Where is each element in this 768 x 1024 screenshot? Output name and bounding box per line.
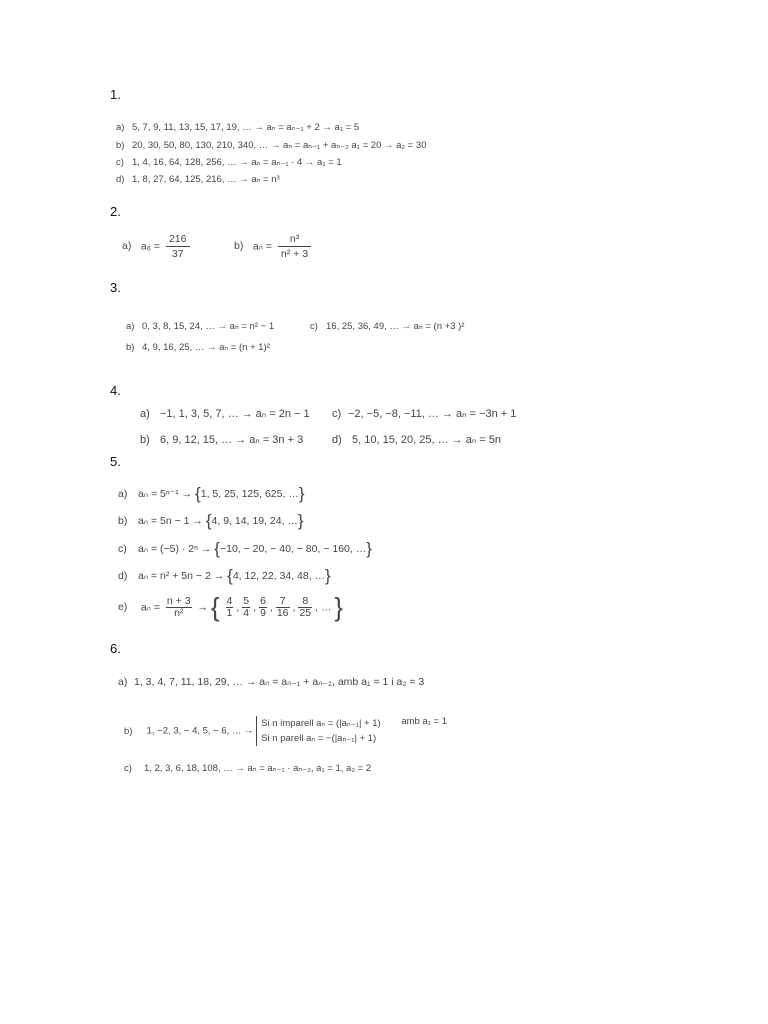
section-3-number: 3. — [110, 280, 121, 295]
case-even: Si n parell aₙ = −(|aₙ₋₁| + 1) — [261, 733, 377, 744]
item-formula: aₙ = 5n − 1 → — [138, 514, 203, 527]
item-5e: e) aₙ = $\frac{n + 3}{\text{n²}}$ → { $\frac{4}{1}$ , $\frac{5}{4}$ , $\frac{6}{9}$ , $\frac{7}{16}$ , $\frac{8}{25}$ , … } — [118, 592, 344, 622]
item-4a — [140, 407, 310, 420]
item-2a — [122, 232, 193, 261]
section-2-number: 2. — [110, 204, 121, 219]
item-label: c) — [310, 321, 318, 332]
item-label: a) — [126, 321, 135, 332]
item-4b — [140, 433, 303, 446]
item-text: 6, 9, 12, 15, … → aₙ = 3n + 3 — [160, 434, 304, 446]
fraction — [242, 596, 250, 619]
item-text: 0, 3, 8, 15, 24, … → aₙ = n² − 1 — [142, 321, 275, 332]
case-odd: Si n imparell aₙ = (|aₙ₋₁| + 1) — [261, 718, 381, 729]
fraction-numerator: 5 — [243, 595, 250, 607]
fraction — [276, 596, 290, 619]
item-label: e) — [118, 601, 128, 614]
item-formula: aₙ = (−5) · 2ⁿ → — [138, 542, 212, 555]
fraction-numerator: 7 — [276, 596, 290, 608]
fraction-denominator: n² + 3 — [280, 248, 309, 260]
fraction — [259, 596, 267, 619]
open-brace: { — [205, 511, 212, 530]
item-label: d) — [332, 434, 342, 446]
item-4c — [332, 407, 516, 420]
item-text: 1, 8, 27, 64, 125, 216, … → aₙ = n³ — [132, 174, 280, 185]
fraction — [166, 232, 190, 261]
item-label: b) — [126, 342, 135, 353]
item-set: 4, 9, 14, 19, 24, … — [211, 514, 298, 527]
section-6-number: 6. — [110, 641, 121, 656]
item-label: c) — [116, 157, 124, 168]
item-5d — [118, 566, 331, 586]
item-text: 20, 30, 50, 80, 130, 210, 340, … → aₙ = aₙ₋₁ + aₙ₋₂ a₁ = 20 → a₂ = 30 — [132, 140, 427, 151]
fraction-denominator: 25 — [299, 607, 312, 619]
cases-brace — [256, 716, 380, 746]
item-text: 5, 10, 15, 20, 25, … → aₙ = 5n — [352, 434, 502, 446]
item-label: a) — [140, 408, 150, 420]
fraction-denominator: 37 — [171, 248, 184, 260]
item-1c — [116, 157, 342, 168]
item-note: amb a₁ = 1 — [401, 716, 448, 727]
item-6a — [118, 676, 424, 688]
item-1a — [116, 122, 359, 133]
fraction-numerator: n + 3 — [166, 595, 191, 607]
item-label: d) — [116, 174, 125, 185]
item-4d — [332, 433, 501, 446]
fraction-numerator: 6 — [260, 595, 266, 607]
item-5c — [118, 539, 372, 559]
fraction — [226, 596, 234, 619]
fraction-denominator: 9 — [260, 607, 266, 619]
item-3b — [126, 342, 270, 353]
item-label: c) — [124, 763, 132, 774]
item-6c — [124, 763, 371, 774]
open-brace: { — [214, 539, 220, 558]
item-label: b) — [116, 140, 125, 151]
item-3a — [126, 321, 274, 332]
fraction — [278, 232, 311, 261]
open-brace: { — [227, 566, 233, 585]
fraction-denominator: 16 — [276, 607, 289, 619]
fraction-numerator: 4 — [226, 595, 233, 607]
item-lhs: a₆ = — [140, 240, 161, 253]
close-brace: } — [334, 592, 344, 622]
item-label: d) — [118, 569, 128, 582]
item-set: −10, − 20, − 40, − 80, − 160, … — [219, 542, 367, 555]
close-brace: } — [297, 511, 304, 530]
item-2b — [234, 232, 314, 261]
item-lhs: aₙ = — [140, 601, 160, 614]
close-brace: } — [366, 539, 372, 558]
item-formula: aₙ = 5ⁿ⁻¹ → — [138, 487, 193, 500]
section-1-number: 1. — [110, 87, 121, 102]
fraction-numerator: n³ — [278, 232, 311, 247]
fraction-denominator: n² — [174, 607, 184, 619]
item-6b — [124, 716, 447, 746]
fraction — [166, 596, 192, 619]
item-seq: 1, −2, 3, − 4, 5, − 6, … → — [146, 725, 254, 737]
section-4-number: 4. — [110, 383, 121, 398]
item-label: b) — [118, 514, 128, 527]
item-label: a) — [118, 487, 128, 500]
item-text: 1, 4, 16, 64, 128, 256, … → aₙ = aₙ₋₁ · 4 → a₁ = 1 — [132, 157, 342, 168]
open-brace: { — [195, 484, 201, 503]
item-label: b) — [234, 240, 244, 253]
item-1b — [116, 140, 427, 151]
item-text: 16, 25, 36, 49, … → aₙ = (n +3 )² — [326, 321, 465, 332]
close-brace: } — [298, 484, 305, 503]
item-text: 4, 9, 16, 25, … → aₙ = (n + 1)² — [142, 342, 270, 353]
item-3c — [310, 321, 464, 332]
item-text: −2, −5, −8, −11, … → aₙ = −3n + 1 — [348, 408, 517, 420]
section-5-number: 5. — [110, 454, 121, 469]
item-set: 4, 12, 22, 34, 48, … — [232, 569, 326, 582]
item-label: a) — [116, 122, 125, 133]
fraction-denominator: 1 — [226, 607, 233, 619]
ellipsis: … — [320, 601, 332, 614]
item-label: a) — [118, 676, 128, 688]
item-label: c) — [118, 542, 127, 555]
fraction-numerator: 8 — [298, 596, 312, 608]
fraction-denominator: 4 — [243, 607, 250, 619]
item-label: b) — [140, 434, 150, 446]
close-brace: } — [325, 566, 331, 585]
item-set: 1, 5, 25, 125, 625, … — [200, 487, 299, 500]
open-brace: { — [210, 592, 220, 622]
item-lhs: aₙ = — [252, 240, 272, 253]
item-label: c) — [332, 408, 342, 420]
item-label: b) — [124, 725, 133, 737]
item-formula: aₙ = n² + 5n − 2 → — [138, 569, 225, 582]
arrow: → — [197, 601, 208, 614]
item-text: 1, 2, 3, 6, 18, 108, … → aₙ = aₙ₋₁ · aₙ₋₂, a₁ = 1, a₂ = 2 — [144, 763, 372, 774]
item-text: −1, 1, 3, 5, 7, … → aₙ = 2n − 1 — [160, 408, 310, 420]
fraction — [298, 596, 312, 619]
item-text: 1, 3, 4, 7, 11, 18, 29, … → aₙ = aₙ₋₁ + aₙ₋₂, amb a₁ = 1 i a₂ = 3 — [134, 676, 425, 688]
item-1d — [116, 174, 280, 185]
item-5b — [118, 511, 304, 531]
item-5a — [118, 484, 305, 504]
item-label: a) — [122, 240, 132, 253]
fraction-numerator: 216 — [166, 232, 190, 247]
item-text: 5, 7, 9, 11, 13, 15, 17, 19, … → aₙ = aₙ₋₁ + 2 → a₁ = 5 — [132, 122, 360, 133]
